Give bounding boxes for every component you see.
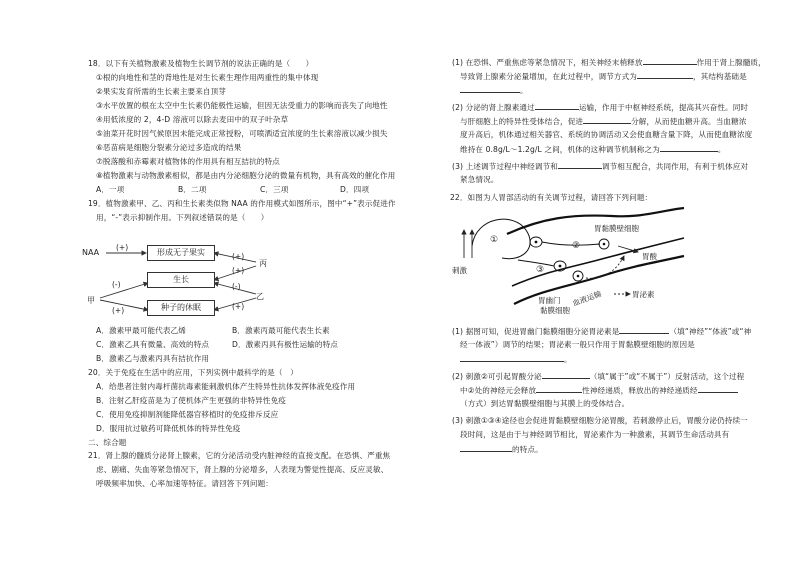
q21-3-line2: 紧急情况。 (460, 175, 499, 184)
gastrin-label: 胃泌素 (632, 290, 655, 299)
answer-blank[interactable] (536, 384, 582, 393)
pylorus-label: 胃幽门 (538, 296, 561, 305)
q22-1-line1: (1) 据图可知，促进胃幽门黏膜细胞分泌胃泌素是 （填“神经”“体液”或“神 (452, 327, 752, 336)
q20-stem: 20．关于免疫在生活中的应用，下列实例中最科学的是（ ） (88, 368, 298, 377)
hormone-yi-label: 乙 (256, 292, 264, 301)
sign-plus: (+) (116, 243, 129, 252)
answer-blank[interactable] (460, 443, 512, 452)
q19-option-a: A．激素甲最可能代表乙烯 (96, 326, 186, 335)
q19-option-d: D．激素丙具有极性运输的特点 (232, 340, 338, 349)
q18-item: ⑦脱落酸和赤霉素对植物体的作用具有相互拮抗的特点 (96, 157, 280, 166)
gastric-acid-label: 胃酸 (642, 252, 657, 261)
q18-item: ①根的向地性和茎的背地性是对生长素生理作用两重性的集中体现 (96, 73, 319, 82)
q22-2-line1: (2) 刺激②可引起胃酸分泌 （填“属于”或“不属于”）反射活动，这个过程 (452, 372, 745, 381)
section-heading: 二、综合题 (88, 438, 127, 447)
answer-blank[interactable] (583, 115, 631, 124)
answer-blank[interactable] (643, 56, 697, 65)
q22-2-line2: 中②处的神经元会释放 性神经递质，释放出的神经递质经 (460, 384, 738, 396)
answer-blank[interactable] (660, 143, 718, 152)
mucosa-cell-label: 黏膜细胞 (540, 306, 570, 315)
box-seedless-fruit: 形成无子果实 (147, 245, 215, 261)
hormone-bing-label: 丙 (259, 259, 267, 268)
sign-minus: (-) (112, 280, 121, 289)
pathway-1-label: ① (490, 235, 499, 245)
stimulus-label: 刺激 (452, 266, 467, 275)
q19-option-b: B．激素丙最可能代表生长素 (232, 326, 330, 335)
q21-1-line1: (1) 在恐惧、严重焦虑等紧急情况下，相关神经末梢释放 作用于肾上腺髓质， (452, 58, 766, 67)
sign-plus: (+) (112, 306, 125, 315)
blood-transport-label: 血液运输 (571, 289, 603, 308)
pathway-2-label: ② (572, 241, 581, 251)
q22-3-line1: (3) 刺激①③④途径也会促进胃黏膜壁细胞分泌胃酸，若刺激停止后，胃酸分泌仍持续一 (452, 416, 748, 425)
sign-plus: (+) (232, 266, 245, 275)
q21-3-line1: (3) 上述调节过程中神经调节和 调节相互配合，共同作用，有利于机体应对 (452, 162, 749, 171)
answer-blank[interactable] (542, 370, 590, 379)
q21-2-line2: 与肝细胞上的特异性受体结合，促进 分解，从而使血糖升高。当血糖浓 (460, 117, 747, 126)
sign-plus: (+) (232, 252, 245, 261)
q19-stem-line1: 19．植物激素甲、乙、丙和生长素类似物 NAA 的作用模式如图所示，图中“+”表示促进作 (88, 199, 396, 208)
q22-stem: 22．如图为人胃部活动的有关调节过程，请回答下列问题： (450, 193, 653, 202)
q18-item: ⑤油菜开花时因气候原因未能完成正常授粉，可喷洒适宜浓度的生长素溶液以减少损失 (96, 129, 388, 138)
q18-option-d: D．四项 (340, 185, 370, 194)
q18-item: ②果实发育所需的生长素主要来自顶芽 (96, 87, 227, 96)
q21-2-line4: 维持在 0.8g/L～1.2g/L 之间，机体的这种调节机制称之为 。 (460, 145, 726, 154)
answer-blank[interactable] (460, 84, 520, 93)
hormone-jia-label: 甲 (87, 296, 95, 305)
q18-option-b: B．二项 (178, 185, 207, 194)
q22-1-line2: 经一体液”）调节的结果；胃泌素一般只作用于胃黏膜壁细胞的原因是 (460, 340, 695, 349)
q18-item: ③水平放置的根在太空中生长素仍能极性运输，但因无法受重力的影响而丧失了向地性 (96, 101, 388, 110)
q21-1-line3: 。 (460, 84, 528, 96)
answer-blank[interactable] (637, 70, 693, 79)
q19-stem-line2: 用，“-”表示抑制作用。下列叙述错误的是（ ） (96, 213, 269, 222)
q21-2-line3: 度升高后，机体通过相关器官、系统的协调活动又会使血糖含量下降，从而使血糖浓度 (460, 130, 753, 139)
q19-option-c: C．激素乙具有微量、高效的特点 (96, 340, 210, 349)
answer-blank[interactable] (558, 160, 602, 169)
q21-1-line2: 导致肾上腺素分泌量增加，在此过程中，调节方式为 ，其结构基础是 (460, 72, 747, 81)
q22-3-line3: 的特点。 (460, 443, 543, 455)
q22-3-line2: 段时间，这是由于与神经调节相比，胃泌素作为一种激素，其调节生命活动具有 (460, 430, 730, 439)
q18-option-c: C．三项 (260, 185, 289, 194)
q22-1-line3: 。 (460, 353, 572, 365)
q22-2-line3: （方式）到达胃黏膜壁细胞与其膜上的受体结合。 (460, 399, 630, 408)
q20-option-c: C．使用免疫抑制剂能降低器官移植时的免疫排斥反应 (96, 410, 279, 419)
q18-item: ④用低浓度的 2，4-D 溶液可以除去麦田中的双子叶杂草 (96, 115, 289, 124)
parietal-cell-label: 胃黏膜壁细胞 (594, 224, 639, 233)
answer-blank[interactable] (698, 384, 738, 393)
sign-plus: (+) (232, 302, 245, 311)
q20-option-a: A．给患者注射内毒杆菌抗毒素能刺激机体产生特异性抗体发挥体液免疫作用 (96, 382, 356, 391)
sign-minus: (-) (232, 282, 241, 291)
q18-item: ⑥恶苗病是细胞分裂素分泌过多造成的结果 (96, 143, 242, 152)
answer-blank[interactable] (535, 101, 579, 110)
q21-2-line1: (2) 分泌的肾上腺素通过 运输，作用于中枢神经系统，提高其兴奋性。同时 (452, 103, 749, 112)
q21-stem: 21．肾上腺的髓质分泌肾上腺素，它的分泌活动受内脏神经的直接支配。在恐惧、严重焦 (88, 451, 391, 460)
pathway-3-label: ③ (536, 265, 545, 275)
q20-option-d: D．服用抗过敏药可降低机体的特异性免疫 (96, 424, 241, 433)
box-seed-dormancy: 种子的休眠 (147, 300, 215, 316)
q21-stem: 呼吸频率加快、心率加速等特征。请回答下列问题： (96, 479, 273, 488)
q19-option-e: B．激素乙与激素丙具有拮抗作用 (96, 354, 210, 363)
q21-stem: 虑、剧痛、失血等紧急情况下，肾上腺的分泌增多，人表现为警觉性提高、反应灵敏、 (96, 465, 389, 474)
q18-item: ⑧植物激素与动物激素相似，都是由内分泌细胞分泌的微量有机物，具有高效的催化作用 (96, 171, 396, 180)
q20-option-b: B．注射乙肝疫苗是为了使机体产生更强的非特异性免疫 (96, 396, 286, 405)
answer-blank[interactable] (460, 353, 564, 362)
box-growth: 生长 (147, 272, 215, 288)
answer-blank[interactable] (619, 325, 669, 334)
q18-stem: 18．以下有关植物激素及植物生长调节剂的说法正确的是（ ） (88, 59, 314, 68)
naa-label: NAA (82, 248, 100, 257)
q18-option-a: A．一项 (96, 185, 125, 194)
